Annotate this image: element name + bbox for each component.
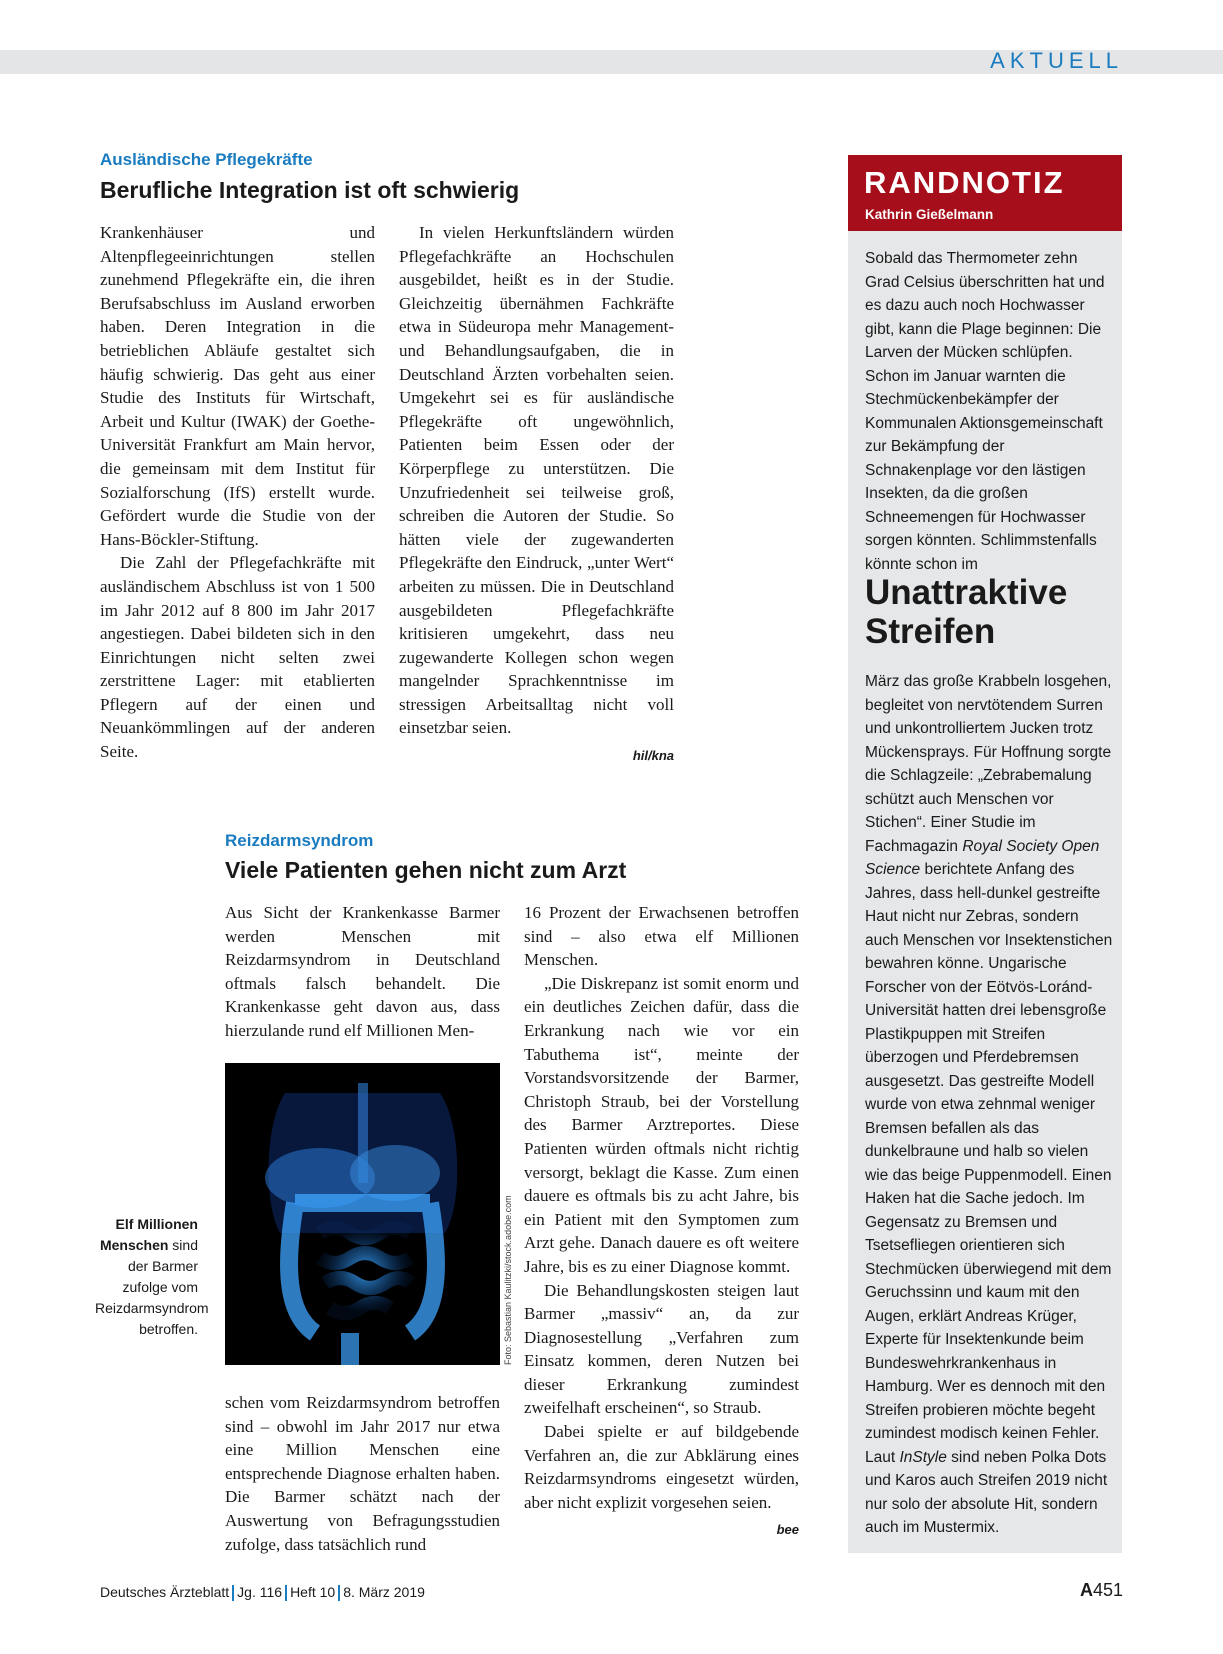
article2-headline: Viele Patienten gehen nicht zum Arzt xyxy=(225,857,627,883)
footer-date: 8. März 2019 xyxy=(343,1584,425,1600)
caption-text: sind der Barmer zufolge vom Reizdarmsyndrom betroffen. xyxy=(95,1237,209,1337)
intestine-photo xyxy=(225,1063,500,1365)
footer-journal: Deutsches Ärzteblatt xyxy=(100,1584,230,1600)
sidebar-text-part: März das große Krabbeln losgehen, begleitet von nervtötendem Surren und unkontrolliertem Jucken trotz Mückensprays. Für Hoffnung sorgte die Schlagzeile: „Zebrabemalung schützt auch Menschen vor Stichen“. Einer Studie im Fachmagazin xyxy=(865,673,1112,855)
article2-paragraph: Die Behandlungskosten steigen laut Barmer „massiv“ an, da zur Diagnosestellung „Verfahren zum Einsatz kommen, deren Nutzen bei dieser Erkrankung zumindest zweifelhaft erscheinen“, so Straub. xyxy=(524,1280,799,1418)
footer-separator xyxy=(338,1585,340,1601)
photo-caption xyxy=(95,1214,209,1340)
footer-issue: Heft 10 xyxy=(290,1584,336,1600)
sidebar-title: RANDNOTIZ xyxy=(864,165,1065,200)
article2-column-2 xyxy=(524,901,799,1542)
photo-credit: Foto: Sebastian Kaulitzki/stock.adobe.com xyxy=(503,1195,513,1365)
article2-paragraph: Dabei spielte er auf bildgebende Verfahren an, die zur Abklärung eines Reizdarmsyndroms eingesetzt würden, aber nicht explizit vorgesehen seien. xyxy=(524,1422,799,1512)
article2-paragraph: 16 Prozent der Erwachsenen betroffen sind – also etwa elf Millionen Menschen. xyxy=(524,903,799,970)
footer-separator xyxy=(285,1585,287,1601)
sidebar-headline xyxy=(865,573,1115,651)
article2-paragraph: schen vom Reizdarmsyndrom betroffen sind – obwohl im Jahr 2017 nur etwa eine Million Menschen eine entsprechende Diagnose erhalten haben. Die Barmer schätzt nach der Auswertung von Befragungsstudien zufolge, dass tatsächlich rund xyxy=(225,1393,500,1554)
page-value: 451 xyxy=(1092,1580,1123,1600)
caption-bold: Elf Millionen Menschen xyxy=(99,1216,198,1253)
article1-paragraph: Krankenhäuser und Altenpflegeeinrichtungen stellen zunehmend Pflegekräfte ein, die ihren Berufsabschluss im Ausland erworben haben. Deren Integration in die betrieblichen Abläufe gestaltet sich häufig schwierig. Das geht aus einer Studie des Instituts für Wirtschaft, Arbeit und Kultur (IWAK) der Goethe-Universität Frankfurt am Main hervor, die gemeinsam mit dem Institut für Sozialforschung (IfS) erstellt wurde. Gefördert wurde die Studie von der Hans-Böckler-Stiftung. xyxy=(100,223,375,549)
randnotiz-sidebar xyxy=(848,155,1122,1553)
sidebar-header xyxy=(848,155,1122,231)
footer-separator xyxy=(232,1585,234,1601)
intestine-illustration xyxy=(225,1063,500,1365)
footer-volume: Jg. 116 xyxy=(237,1584,283,1600)
page-prefix: A xyxy=(1079,1580,1093,1600)
page-number xyxy=(1080,1580,1123,1601)
article1-kicker: Ausländische Pflegekräfte xyxy=(100,150,313,169)
article1-signature: hil/kna xyxy=(632,748,674,764)
sidebar-text-body xyxy=(865,670,1113,1540)
sidebar-author: Kathrin Gießelmann xyxy=(865,207,994,222)
article2-column-1-top xyxy=(225,901,500,1043)
sidebar-headline-line: Streifen xyxy=(865,612,996,651)
footer xyxy=(100,1584,425,1601)
article1-column-1 xyxy=(100,221,375,764)
sidebar-magazine-name: InStyle xyxy=(899,1448,947,1466)
article1-headline: Berufliche Integration ist oft schwierig xyxy=(100,177,520,203)
article2-signature: bee xyxy=(776,1522,799,1538)
sidebar-text-part: berichtete Anfang des Jahres, dass hell-dunkel gestreifte Haut nicht nur Zebras, sondern auch Menschen vor Insektenstichen bewahren könne. Ungarische Forscher von der Eötvös-Loránd-Universität hatten drei lebensgroße Plastikpuppen mit Streifen überzogen und Pferdebremsen ausgesetzt. Das gestreifte Modell wurde von etwa zehnmal weniger Bremsen befallen als das dunkelbraune und halb so vielen wie das beige Puppenmodell. Einen Haken hat die Sache jedoch. Im Gegensatz zu Bremsen und Tsetsefliegen orientieren sich Stechmücken überwiegend mit dem Geruchssinn und kaum mit den Augen, erklärt Andreas Krüger, Experte für Insektenkunde beim Bundeswehrkrankenhaus in Hamburg. Wer es dennoch mit den Streifen probieren möchte begeht zumindest modisch keinen Fehler. Laut xyxy=(865,861,1113,1466)
sidebar-journal-name: Royal Society Open Science xyxy=(865,837,1100,878)
section-label: AKTUELL xyxy=(990,48,1123,73)
article1-paragraph: In vielen Herkunftsländern würden Pflegefachkräfte an Hochschulen ausgebildet, heißt es in der Studie. Gleichzeitig übernähmen Fachkräfte etwa in Südeuropa mehr Management- und Behandlungsaufgaben, die in Deutschland Ärzten vorbehalten seien. Umgekehrt sei es für ausländische Pflegekräfte oft ungewöhnlich, Patienten beim Essen oder der Körperpflege zu unterstützen. Die Unzufriedenheit sei teilweise groß, schreiben die Autoren der Studie. So hätten viele der zugewanderten Pflegekräfte den Eindruck, „unter Wert“ arbeiten zu müssen. Die in Deutschland ausgebildeten Pflegefachkräfte kritisieren umgekehrt, dass neu zugewanderte Kollegen schon wegen mangelnder Sprachkenntnisse im stressigen Arbeitsalltag nicht voll einsetzbar seien. xyxy=(399,223,674,738)
article2-paragraph: Aus Sicht der Krankenkasse Barmer werden Menschen mit Reizdarmsyndrom in Deutschland oftmals falsch behandelt. Die Krankenkasse geht davon aus, dass hierzulande rund elf Millionen Men- xyxy=(225,903,500,1040)
article1-paragraph: Die Zahl der Pflegefachkräfte mit ausländischem Abschluss ist von 1 500 im Jahr 2012 auf 8 800 im Jahr 2017 angestiegen. Dabei bildeten sich in den Einrichtungen nicht selten zwei zerstrittene Lager: mit etablierten Pflegern auf der einen und Neuankömmlingen auf der anderen Seite. xyxy=(100,553,375,762)
article1-column-2 xyxy=(399,221,674,768)
sidebar-text-part: sind neben Polka Dots und Karos auch Streifen 2019 nicht nur solo der absolute Hit, sondern auch im Mustermix. xyxy=(865,1448,1108,1536)
sidebar-text-intro: Sobald das Thermometer zehn Grad Celsius überschritten hat und es dazu auch noch Hochwasser gibt, kann die Plage beginnen: Die Larven der Mücken schlüpfen. Schon im Januar warnten die Stechmückenbekämpfer der Kommunalen Aktionsgemeinschaft zur Bekämpfung der Schnakenplage vor den lästigen Insekten, da die großen Schneemengen für Hochwasser sorgen könnten. Schlimmstenfalls könnte schon im xyxy=(865,250,1105,573)
article2-kicker: Reizdarmsyndrom xyxy=(225,831,374,850)
sidebar-headline-line: Unattraktive xyxy=(865,573,1068,612)
article2-paragraph: „Die Diskrepanz ist somit enorm und ein deutliches Zeichen dafür, dass die Erkrankung nach wie vor ein Tabuthema ist“, meinte der Vorstandsvorsitzende der Barmer, Christoph Straub, bei der Vorstellung des Barmer Arztreportes. Diese Patienten würden oftmals nicht richtig versorgt, beklagt die Kasse. Zum einen dauere es oftmals bis zu acht Jahre, bis ein Patient mit den Symptomen zum Arzt gehe. Danach dauere es oft weitere Jahre, bis es zu einer Diagnose kommt. xyxy=(524,973,799,1276)
article2-column-1-bottom xyxy=(225,1391,500,1556)
